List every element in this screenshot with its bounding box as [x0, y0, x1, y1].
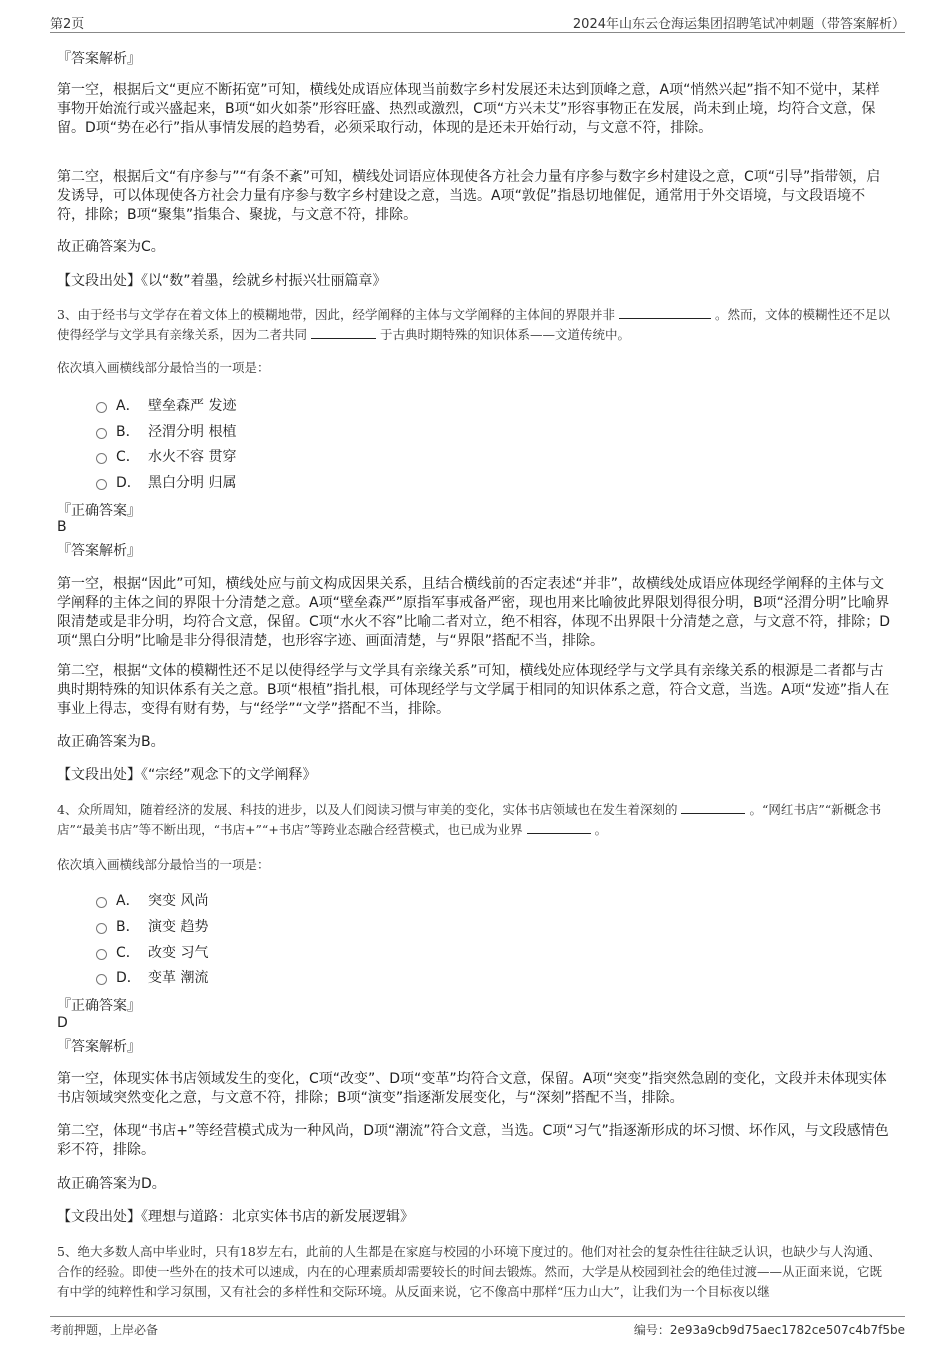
q4-answer: D	[57, 1015, 68, 1031]
page-footer	[50, 1316, 905, 1339]
footer-slogan: 考前押题，上岸必备	[50, 1323, 159, 1337]
radio-icon[interactable]	[96, 974, 107, 985]
radio-icon[interactable]	[96, 897, 107, 908]
q3-analysis-para-1: 第一空，根据“因此”可知，横线处应与前文构成因果关系，且结合横线前的否定表述“并非”，故横线处成语应体现经学阐释的主体与文学阐释的主体之间的界限十分清楚之意。A项“壁垒森严”原指军事戒备严密，现也用来比喻彼此界限划得很分明，B项“泾渭分明”比喻界限清楚或是非分明，均符合文意，保留。C项“水火不容”比喻二者对立，绝不相容，体现不出界限十分清楚之意，与文意不符，排除；D项“黑白分明”比喻是非分得很清楚，也形容字迹、画面清楚，与“界限”搭配不当，排除。	[57, 576, 891, 649]
q3-option-c[interactable]: C． 水火不容 贯穿	[96, 446, 236, 466]
q3-source: 【文段出处】《“宗经”观念下的文学阐释》	[57, 767, 317, 783]
q4-stem-part-c: 。	[594, 822, 608, 837]
radio-icon[interactable]	[96, 479, 107, 490]
q5-stem: 5、绝大多数人高中毕业时，只有18岁左右，此前的人生都是在家庭与校园的小环境下度过的。他们对社会的复杂性往往缺乏认识，也缺少与人沟通、合作的经验。即使一些外在的技术可以速成，内在的心理素质却需要较长的时间去锻炼。然而，大学是从校园到社会的绝佳过渡——从正面来说，它既有中学的纯粹性和学习氛围，又有社会的多样性和交际环境。从反面来说，它不像高中那样“压力山大”，让我们为一个目标夜以继	[57, 1244, 883, 1299]
q4-analysis-para-2: 第二空，体现“书店+”等经营模式成为一种风尚，D项“潮流”符合文意，当选。C项“习气”指逐渐形成的坏习惯、坏作风，与文段感情色彩不符，排除。	[57, 1123, 889, 1158]
q3-option-b[interactable]: B． 泾渭分明 根植	[96, 421, 236, 441]
q3-conclusion: 故正确答案为B。	[57, 734, 165, 750]
q4-stem	[57, 800, 891, 840]
q4-analysis-label: 『答案解析』	[57, 1039, 141, 1055]
q3-blank-1	[619, 306, 711, 319]
q3-stem	[57, 305, 891, 345]
q3-analysis-para-2: 第二空，根据“文体的模糊性还不足以使得经学与文学具有亲缘关系”可知，横线处应体现经学与文学具有亲缘关系的根源是二者都与古典时期特殊的知识体系有关之意。B项“根植”指扎根，可体现经学与文学属于相同的知识体系之意，符合文意，当选。A项“发迹”指人在事业上得志，变得有财有势，与“经学”“文学”搭配不当，排除。	[57, 663, 890, 717]
radio-icon[interactable]	[96, 453, 107, 464]
q4-option-a[interactable]: A． 突变 风尚	[96, 890, 208, 910]
q3-analysis-label: 『答案解析』	[57, 543, 141, 559]
q4-instruction: 依次填入画横线部分最恰当的一项是：	[57, 857, 270, 872]
q4-stem-part-b: 。“网红书店”“新概念书店”“最美书店”等不断出现，“书店+”“+书店”等跨业态融合经营模式，也已成为业界	[57, 802, 882, 837]
q3-stem-part-b: 。然而，文体的模糊性还不足以使得经学与文学具有亲缘关系，因为二者共同	[57, 307, 890, 342]
q4-blank-1	[681, 801, 745, 814]
q2-analysis-label: 『答案解析』	[57, 51, 141, 67]
q4-analysis-para-1: 第一空，体现实体书店领域发生的变化，C项“改变”、D项“变革”均符合文意，保留。A项“突变”指突然急剧的变化，文段并未体现实体书店领域突然变化之意，与文意不符，排除；B项“演变”指逐渐发展变化，与“深刻”搭配不当，排除。	[57, 1071, 887, 1106]
page-number: 第2页	[50, 17, 85, 32]
q4-option-b[interactable]: B． 演变 趋势	[96, 916, 208, 936]
q2-source: 【文段出处】《以“数”着墨，绘就乡村振兴壮丽篇章》	[57, 273, 387, 289]
document-title: 2024年山东云仓海运集团招聘笔试冲刺题（带答案解析）	[572, 17, 905, 32]
q3-answer: B	[57, 519, 67, 535]
q2-conclusion: 故正确答案为C。	[57, 239, 165, 255]
q4-answer-label: 『正确答案』	[57, 998, 141, 1014]
radio-icon[interactable]	[96, 402, 107, 413]
q4-option-c[interactable]: C． 改变 习气	[96, 942, 208, 962]
q4-blank-2	[527, 821, 591, 834]
q4-conclusion: 故正确答案为D。	[57, 1176, 166, 1192]
q2-analysis-para-2: 第二空，根据后文“有序参与”“有条不紊”可知，横线处词语应体现使各方社会力量有序参与数字乡村建设之意，C项“引导”指带领，启发诱导，可以体现使各方社会力量有序参与数字乡村建设之意，当选。A项“敦促”指恳切地催促，通常用于外交语境，与文段语境不符，排除；B项“聚集”指集合、聚拢，与文意不符，排除。	[57, 169, 881, 223]
q3-option-a[interactable]: A． 壁垒森严 发迹	[96, 395, 236, 415]
radio-icon[interactable]	[96, 923, 107, 934]
q3-option-d[interactable]: D． 黑白分明 归属	[96, 472, 236, 492]
radio-icon[interactable]	[96, 949, 107, 960]
q3-instruction: 依次填入画横线部分最恰当的一项是：	[57, 360, 270, 375]
q3-stem-part-c: 于古典时期特殊的知识体系——文道传统中。	[379, 327, 630, 342]
q4-source: 【文段出处】《理想与道路：北京实体书店的新发展逻辑》	[57, 1209, 414, 1225]
q4-stem-part-a: 4、众所周知，随着经济的发展、科技的进步，以及人们阅读习惯与审美的变化，实体书店领域也在发生着深刻的	[57, 802, 678, 817]
q4-option-d[interactable]: D． 变革 潮流	[96, 967, 208, 987]
q3-answer-label: 『正确答案』	[57, 503, 141, 519]
q2-analysis-para-1: 第一空，根据后文“更应不断拓宽”可知，横线处成语应体现当前数字乡村发展还未达到顶峰之意，A项“悄然兴起”指不知不觉中，某样事物开始流行或兴盛起来，B项“如火如荼”形容旺盛、热烈或激烈，C项“方兴未艾”形容事物正在发展，尚未到止境，均符合文意，保留。D项“势在必行”指从事情发展的趋势看，必须采取行动，体现的是还未开始行动，与文意不符，排除。	[57, 82, 880, 136]
page-header	[50, 10, 905, 33]
q3-blank-2	[311, 326, 376, 339]
q3-stem-part-a: 3、由于经书与文学存在着文体上的模糊地带，因此，经学阐释的主体与文学阐释的主体间的界限并非	[57, 307, 615, 322]
document-code: 编号：2e93a9cb9d75aec1782ce507c4b7f5be	[633, 1323, 905, 1337]
radio-icon[interactable]	[96, 428, 107, 439]
